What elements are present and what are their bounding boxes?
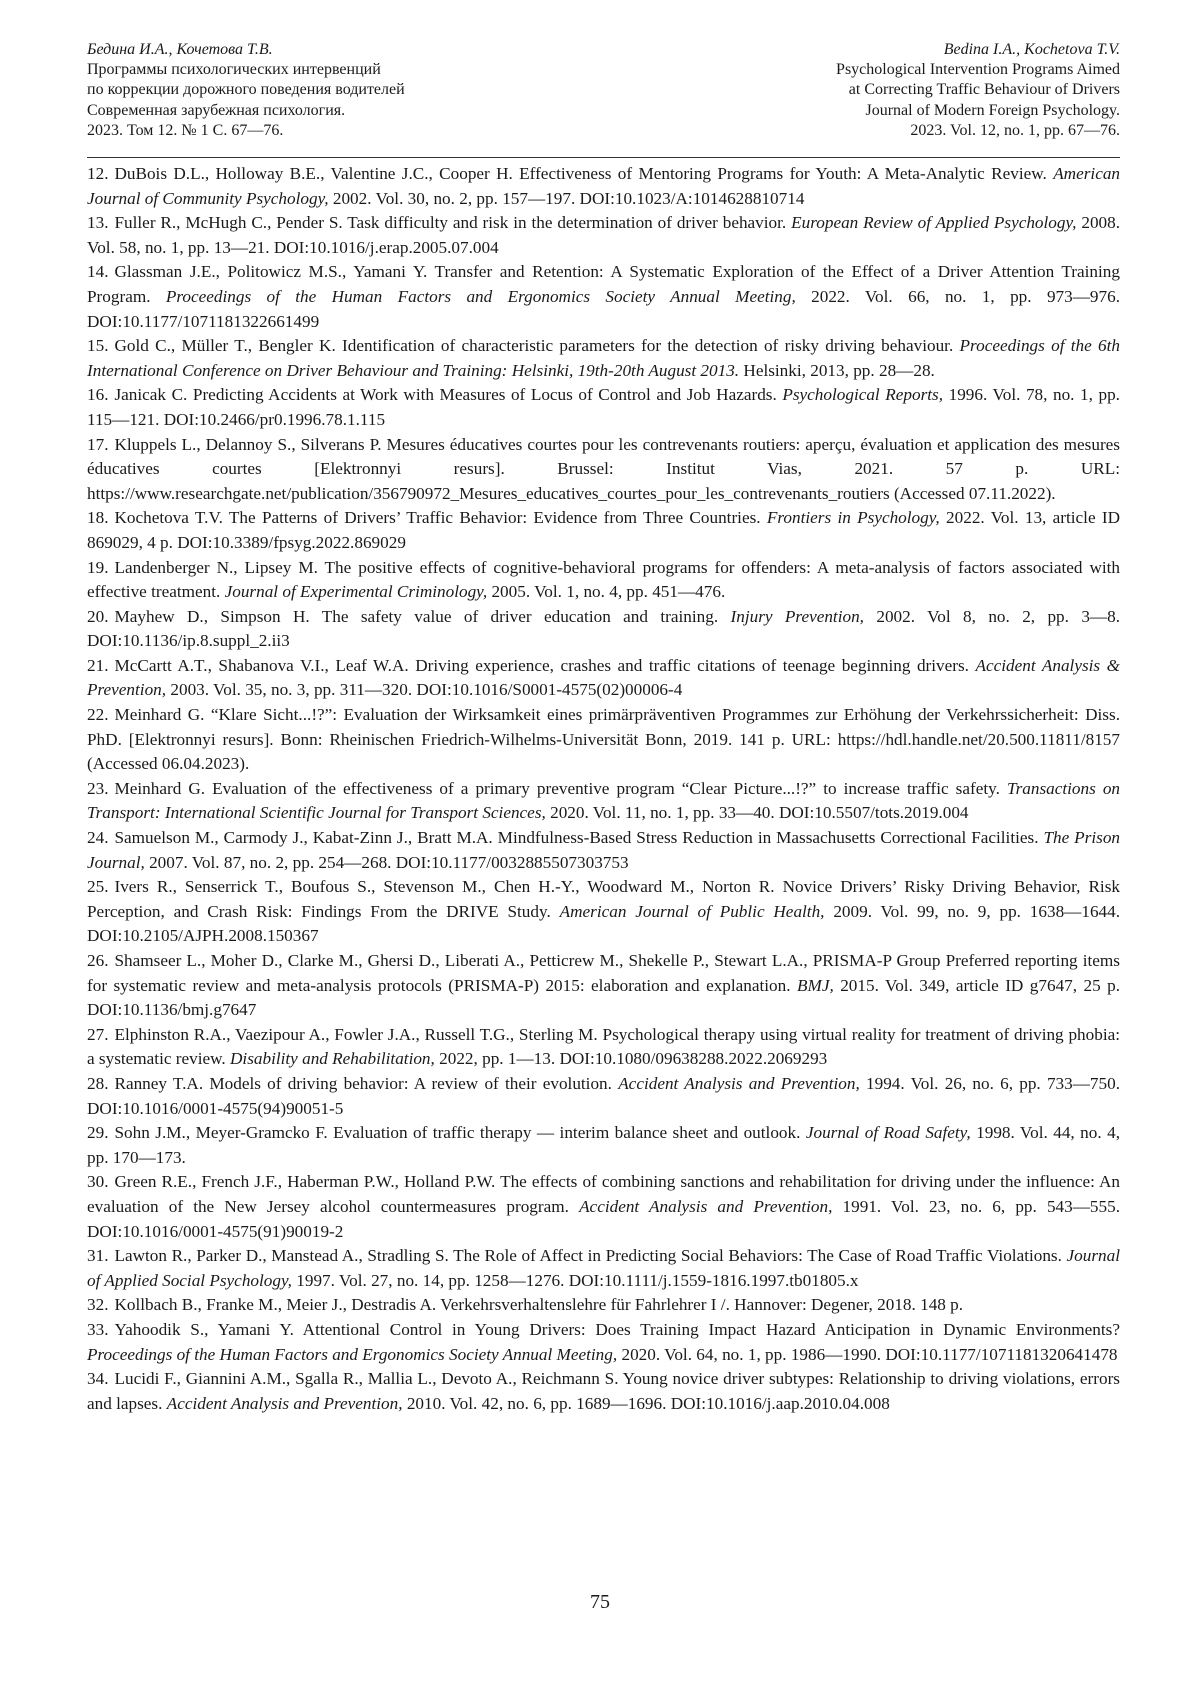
reference-item [87,1244,1120,1293]
reference-number: 21. [87,656,108,675]
reference-text: Shamseer L., Moher D., Clarke M., Ghersi D., Liberati A., Petticrew M., Shekelle P., Stewart L.A., PRISMA-P Group Preferred reporting items for systematic review and meta-analysis protocols (PRISMA-P) 2015: elaboration and explanation. [87,951,1120,995]
reference-text: Landenberger N., Lipsey M. The positive effects of cognitive-behavioral programs for offenders: A meta-analysis of factors associated with effective treatment. [87,558,1120,602]
reference-item [87,433,1120,507]
header-right [836,40,1120,150]
reference-journal: The Prison Journal, [87,828,1120,872]
reference-item [87,506,1120,555]
reference-item [87,826,1120,875]
reference-number: 28. [87,1074,108,1093]
reference-text: McCartt A.T., Shabanova V.I., Leaf W.A. Driving experience, crashes and traffic citations of teenage beginning drivers. [114,656,969,675]
reference-journal: Transactions on Transport: International Scientific Journal for Transport Sciences, [87,779,1120,823]
reference-number: 12. [87,164,108,183]
reference-text: Lucidi F., Giannini A.M., Sgalla R., Mallia L., Devoto A., Reichmann S. Young novice driver subtypes: Relationship to driving violations, errors and lapses. [87,1369,1120,1413]
reference-text: Yahoodik S., Yamani Y. Attentional Control in Young Drivers: Does Training Impact Hazard Anticipation in Dynamic Environments? [114,1320,1120,1339]
reference-journal: American Journal of Community Psychology, [87,164,1120,208]
reference-text: Kollbach B., Franke M., Meier J., Destradis A. Verkehrsverhaltenslehre für Fahrlehrer I /. Hannover: Degener, 2018. 148 p. [114,1295,963,1314]
reference-journal: Frontiers in Psychology, [767,508,940,527]
reference-text: DuBois D.L., Holloway B.E., Valentine J.C., Cooper H. Effectiveness of Mentoring Programs for Youth: A Meta-Analytic Review. [114,164,1046,183]
reference-item [87,949,1120,1023]
reference-journal: European Review of Applied Psychology, [791,213,1076,232]
reference-number: 15. [87,336,108,355]
reference-item [87,260,1120,334]
reference-number: 16. [87,385,108,404]
reference-text: Elphinston R.A., Vaezipour A., Fowler J.A., Russell T.G., Sterling M. Psychological therapy using virtual reality for treatment of driving phobia: a systematic review. [87,1025,1120,1069]
reference-number: 17. [87,435,108,454]
header-authors-ru: Бедина И.А., Кочетова Т.В. [87,40,405,60]
reference-text: Kluppels L., Delannoy S., Silverans P. Mesures éducatives courtes pour les contrevenants routiers: aperçu, évaluation et application des mesures éducatives courtes [Elektronnyi resurs]. Brussel: Institut Vias, 2021. 57 p. URL: https://www.researchgate.net/publication/356790972_Mesures_educatives_courtes_pour_les_contrevenants_routiers (Accessed 07.11.2022). [87,435,1120,503]
reference-item [87,334,1120,383]
reference-text: Fuller R., McHugh C., Pender S. Task difficulty and risk in the determination of driver behavior. [114,213,786,232]
reference-details: 2008. Vol. 58, no. 1, pp. 13—21. DOI:10.1016/j.erap.2005.07.004 [87,213,1120,257]
reference-text: Mayhew D., Simpson H. The safety value of driver education and training. [114,607,718,626]
reference-details: 2005. Vol. 1, no. 4, pp. 451—476. [491,582,725,601]
reference-item [87,1318,1120,1367]
reference-text: Ivers R., Senserrick T., Boufous S., Stevenson M., Chen H.-Y., Woodward M., Norton R. Novice Drivers’ Risky Driving Behavior, Risk Perception, and Crash Risk: Findings From the DRIVE Study. [87,877,1120,921]
reference-text: Gold C., Müller T., Bengler K. Identification of characteristic parameters for the detection of risky driving behaviour. [114,336,953,355]
reference-number: 14. [87,262,108,281]
reference-item [87,703,1120,777]
reference-journal: Accident Analysis and Prevention, [167,1394,403,1413]
reference-details: 2002. Vol 8, no. 2, pp. 3—8. DOI:10.1136/ip.8.suppl_2.ii3 [87,607,1120,651]
reference-journal: Accident Analysis & Prevention, [87,656,1120,700]
reference-list [87,162,1120,1416]
reference-item [87,605,1120,654]
reference-item [87,1170,1120,1244]
reference-number: 31. [87,1246,108,1265]
reference-text: Samuelson M., Carmody J., Kabat-Zinn J., Bratt M.A. Mindfulness-Based Stress Reduction in Massachusetts Correctional Facilities. [114,828,1038,847]
reference-number: 13. [87,213,108,232]
reference-details: 2022. Vol. 66, no. 1, pp. 973—976. DOI:10.1177/1071181322661499 [87,287,1120,331]
reference-details: 2002. Vol. 30, no. 2, pp. 157—197. DOI:10.1023/A:1014628810714 [333,189,805,208]
reference-text: Green R.E., French J.F., Haberman P.W., Holland P.W. The effects of combining sanctions and rehabilitation for driving under the influence: An evaluation of the New Jersey alcohol countermeasures program. [87,1172,1120,1216]
reference-number: 19. [87,558,108,577]
reference-details: 2015. Vol. 349, article ID g7647, 25 p. DOI:10.1136/bmj.g7647 [87,976,1120,1020]
reference-journal: Proceedings of the Human Factors and Ergonomics Society Annual Meeting, [166,287,796,306]
reference-text: Ranney T.A. Models of driving behavior: A review of their evolution. [114,1074,611,1093]
header-title-ru-line2: по коррекции дорожного поведения водителей [87,80,405,100]
reference-details: 2010. Vol. 42, no. 6, pp. 1689—1696. DOI:10.1016/j.aap.2010.04.008 [407,1394,890,1413]
reference-details: 2007. Vol. 87, no. 2, pp. 254—268. DOI:10.1177/0032885507303753 [149,853,629,872]
reference-number: 23. [87,779,108,798]
header-left [87,40,405,150]
reference-number: 20. [87,607,108,626]
reference-details: 1994. Vol. 26, no. 6, pp. 733—750. DOI:10.1016/0001-4575(94)90051-5 [87,1074,1120,1118]
header-journal-ru: Современная зарубежная психология. [87,101,405,121]
reference-details: 2020. Vol. 64, no. 1, pp. 1986—1990. DOI:10.1177/1071181320641478 [621,1345,1117,1364]
reference-item [87,556,1120,605]
reference-number: 32. [87,1295,108,1314]
reference-details: 1997. Vol. 27, no. 14, pp. 1258—1276. DOI:10.1111/j.1559-1816.1997.tb01805.x [296,1271,858,1290]
reference-details: 2022, pp. 1—13. DOI:10.1080/09638288.2022.2069293 [439,1049,827,1068]
reference-journal: Accident Analysis and Prevention, [579,1197,832,1216]
reference-number: 26. [87,951,108,970]
header-title-ru-line1: Программы психологических интервенций [87,60,405,80]
reference-details: 1998. Vol. 44, no. 4, pp. 170—173. [87,1123,1120,1167]
page-number: 75 [0,1591,1200,1614]
reference-item [87,1293,1120,1318]
reference-item [87,383,1120,432]
reference-item [87,1367,1120,1416]
reference-item [87,1072,1120,1121]
reference-text: Sohn J.M., Meyer-Gramcko F. Evaluation of traffic therapy — interim balance sheet and outlook. [114,1123,800,1142]
reference-text: Kochetova T.V. The Patterns of Drivers’ Traffic Behavior: Evidence from Three Countries. [114,508,760,527]
header-issue-ru: 2023. Том 12. № 1 С. 67—76. [87,121,405,141]
reference-text: Meinhard G. Evaluation of the effectiveness of a primary preventive program “Clear Picture...!?” to increase traffic safety. [114,779,999,798]
reference-number: 18. [87,508,108,527]
reference-number: 34. [87,1369,108,1388]
reference-journal: American Journal of Public Health, [560,902,825,921]
reference-number: 30. [87,1172,108,1191]
reference-item [87,1121,1120,1170]
reference-details: 2022. Vol. 13, article ID 869029, 4 p. DOI:10.3389/fpsyg.2022.869029 [87,508,1120,552]
reference-text: Meinhard G. “Klare Sicht...!?”: Evaluation der Wirksamkeit eines primärpräventiven Programmes zur Erhöhung der Verkehrssicherheit: Diss. PhD. [Elektronnyi resurs]. Bonn: Rheinischen Friedrich-Wilhelms-Universität Bonn, 2019. 141 p. URL: https://hdl.handle.net/20.500.11811/8157 (Accessed 06.04.2023). [87,705,1120,773]
reference-journal: Journal of Applied Social Psychology, [87,1246,1120,1290]
reference-item [87,654,1120,703]
reference-journal: Journal of Experimental Criminology, [225,582,488,601]
reference-journal: Accident Analysis and Prevention, [618,1074,860,1093]
reference-journal: Proceedings of the 6th International Conference on Driver Behaviour and Training: Helsinki, 19th-20th August 2013. [87,336,1120,380]
reference-details: 2020. Vol. 11, no. 1, pp. 33—40. DOI:10.5507/tots.2019.004 [550,803,968,822]
reference-number: 27. [87,1025,108,1044]
reference-number: 25. [87,877,108,896]
reference-item [87,777,1120,826]
reference-number: 33. [87,1320,108,1339]
reference-details: Helsinki, 2013, pp. 28—28. [743,361,934,380]
reference-journal: BMJ, [797,976,834,995]
reference-journal: Proceedings of the Human Factors and Ergonomics Society Annual Meeting, [87,1345,617,1364]
reference-details: 1996. Vol. 78, no. 1, pp. 115—121. DOI:10.2466/pr0.1996.78.1.115 [87,385,1120,429]
header-title-en-line2: at Correcting Traffic Behaviour of Drivers [849,80,1120,100]
reference-details: 2003. Vol. 35, no. 3, pp. 311—320. DOI:10.1016/S0001-4575(02)00006-4 [170,680,682,699]
reference-number: 22. [87,705,108,724]
reference-number: 29. [87,1123,108,1142]
reference-journal: Journal of Road Safety, [806,1123,971,1142]
reference-item [87,875,1120,949]
header-divider [87,157,1120,158]
header-journal-en: Journal of Modern Foreign Psychology. [866,101,1121,121]
reference-journal: Psychological Reports, [782,385,943,404]
reference-journal: Disability and Rehabilitation, [230,1049,435,1068]
reference-text: Glassman J.E., Politowicz M.S., Yamani Y. Transfer and Retention: A Systematic Exploration of the Effect of a Driver Attention Training Program. [87,262,1120,306]
header-issue-en: 2023. Vol. 12, no. 1, pp. 67—76. [910,121,1120,141]
reference-item [87,1023,1120,1072]
header-title-en-line1: Psychological Intervention Programs Aimed [836,60,1120,80]
reference-text: Lawton R., Parker D., Manstead A., Stradling S. The Role of Affect in Predicting Social Behaviors: The Case of Road Traffic Violations. [114,1246,1061,1265]
reference-journal: Injury Prevention, [731,607,864,626]
reference-text: Janicak C. Predicting Accidents at Work with Measures of Locus of Control and Job Hazards. [114,385,776,404]
reference-details: 1991. Vol. 23, no. 6, pp. 543—555. DOI:10.1016/0001-4575(91)90019-2 [87,1197,1120,1241]
reference-item [87,211,1120,260]
reference-number: 24. [87,828,108,847]
running-header [87,40,1120,150]
header-authors-en: Bedina I.A., Kochetova T.V. [944,40,1120,60]
reference-details: 2009. Vol. 99, no. 9, pp. 1638—1644. DOI:10.2105/AJPH.2008.150367 [87,902,1120,946]
reference-item [87,162,1120,211]
